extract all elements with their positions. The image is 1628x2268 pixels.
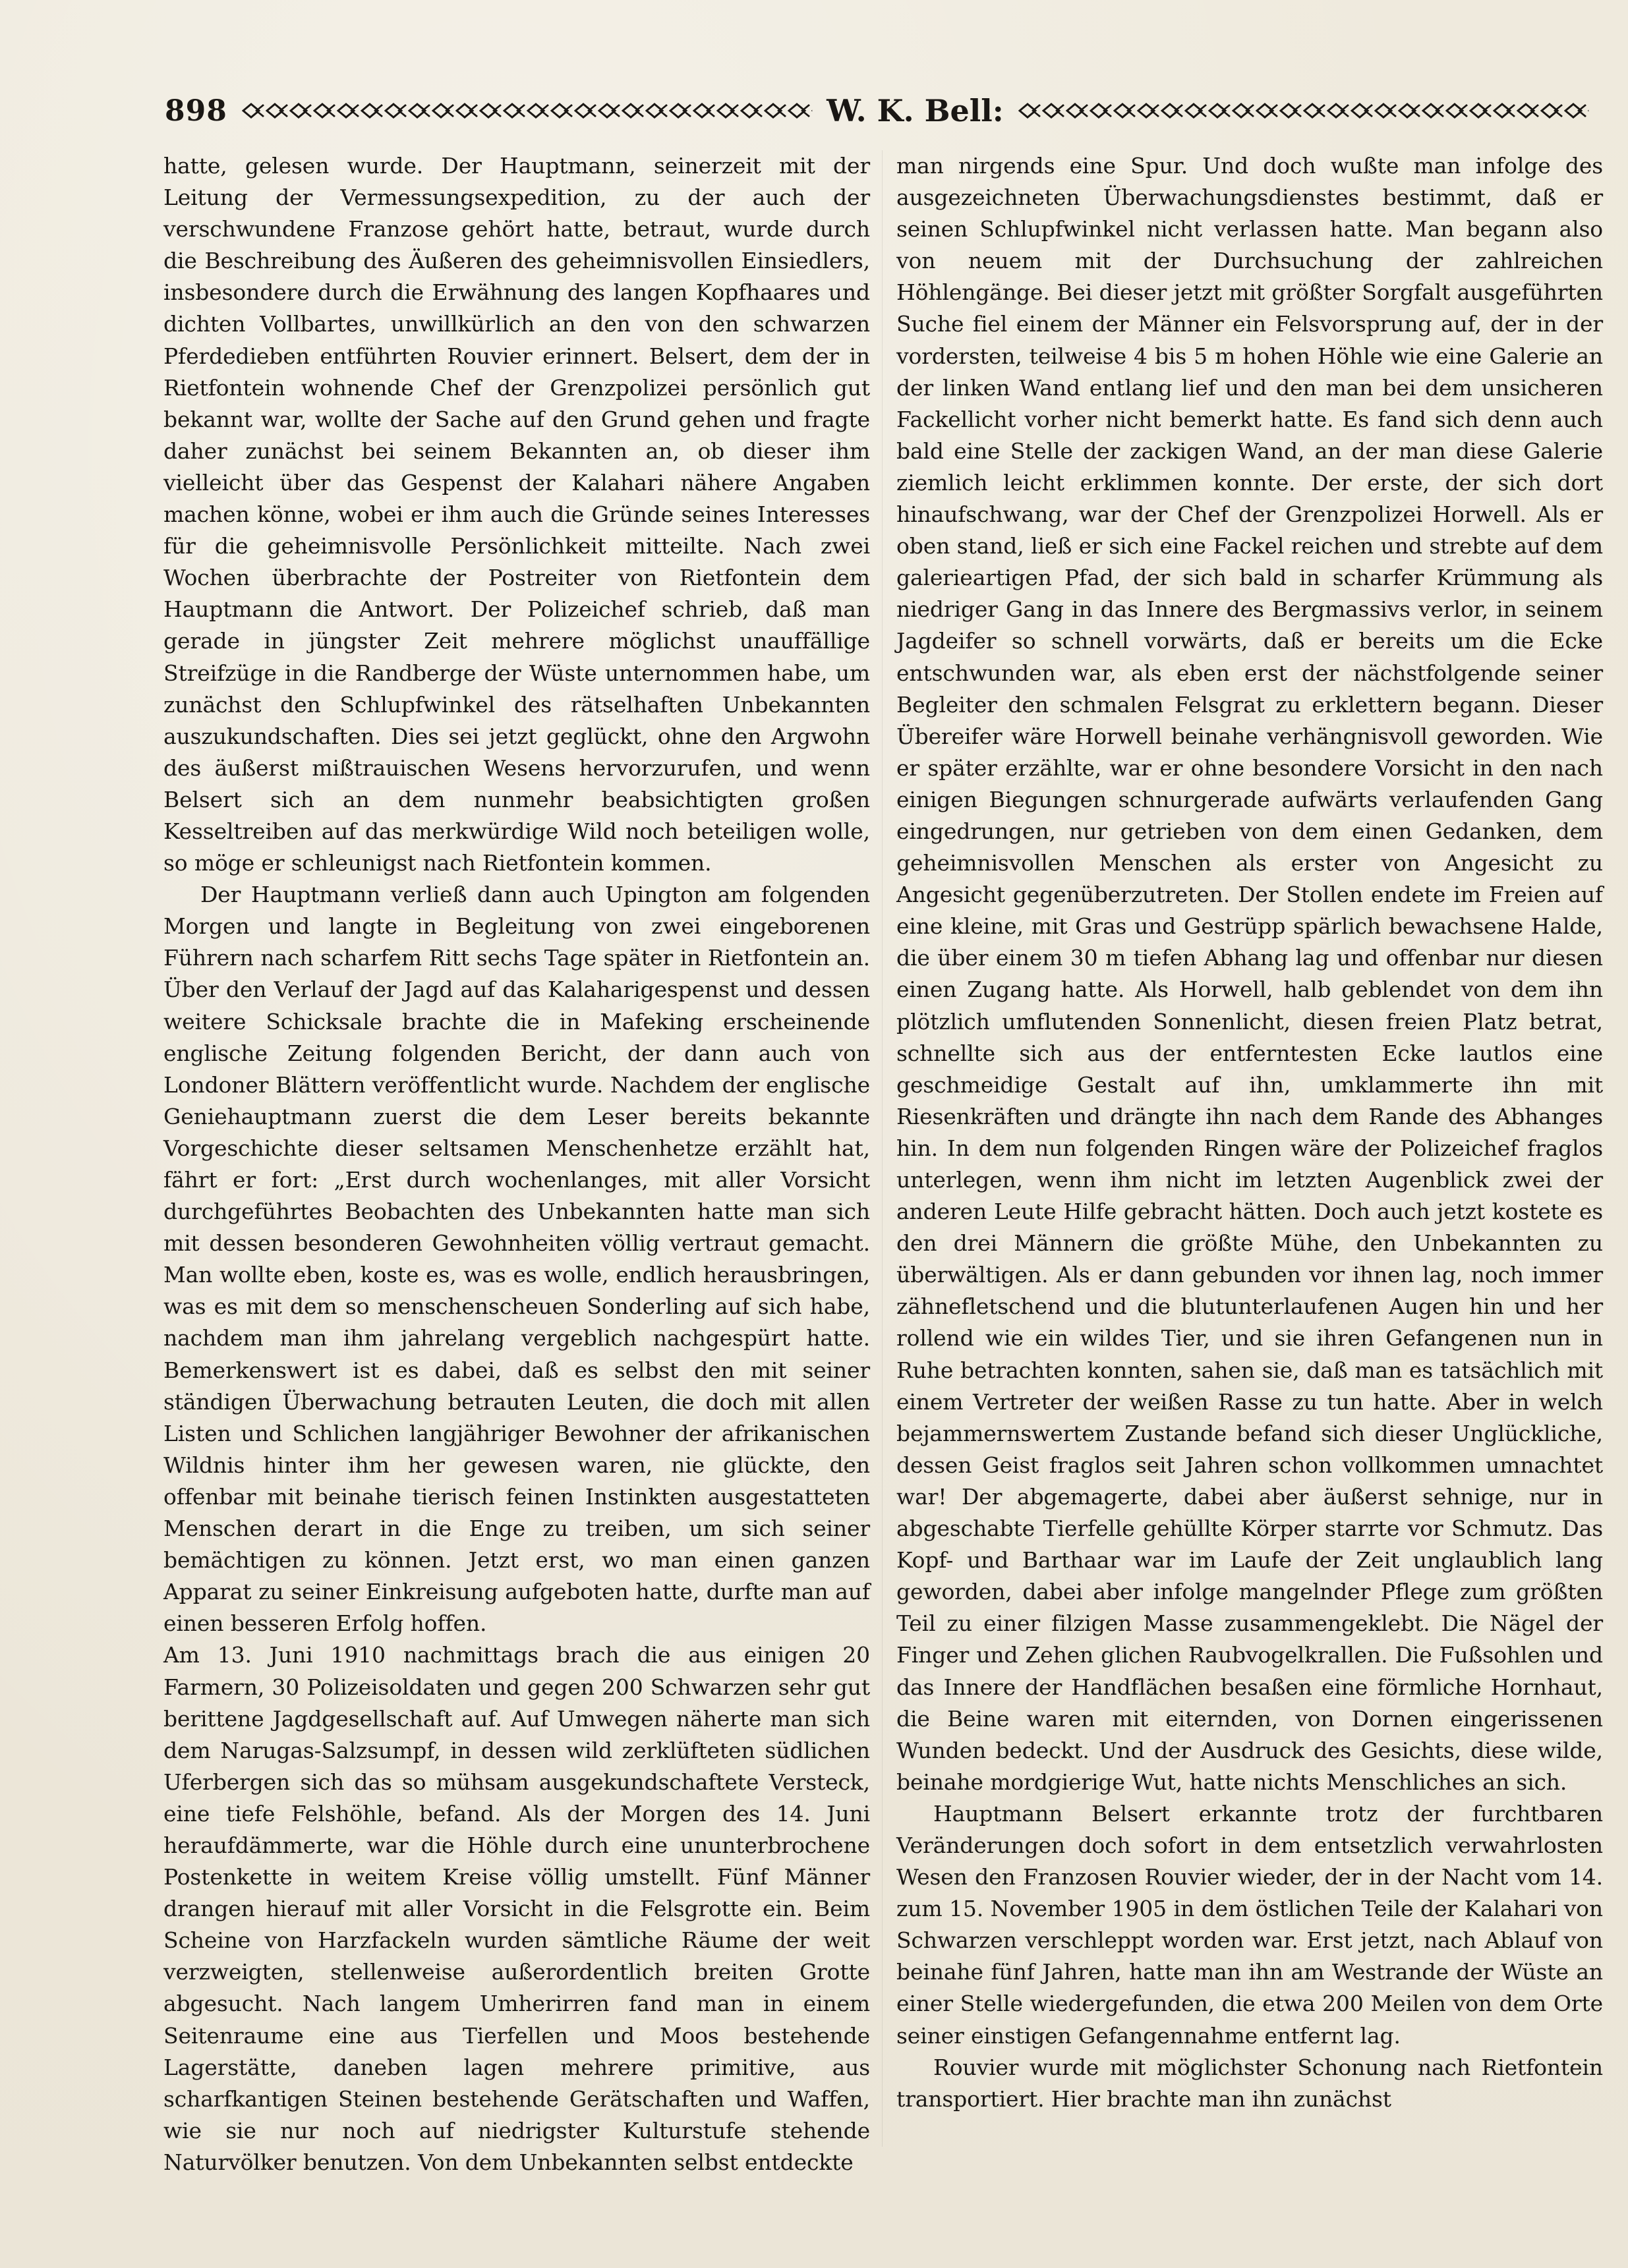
page-number: 898 <box>165 94 227 128</box>
running-head: W. K. Bell: <box>827 93 1004 128</box>
paragraph: Rouvier wurde mit möglichster Schonung nach Rietfontein transportiert. Hier brachte man ihn zunächst <box>896 2054 1603 2112</box>
right-column <box>896 150 1603 2160</box>
ornament-rule-right <box>1018 98 1588 124</box>
paragraph: Hauptmann Belsert erkannte trotz der furchtbaren Veränderungen doch sofort in dem entsetzlich verwahrlosten Wesen den Franzosen Rouvier wieder, der in der Nacht vom 14. zum 15. November 1905 in dem östlichen Teile der Kalahari von Schwarzen verschleppt worden war. Erst jetzt, nach Ablauf von beinahe fünf Jahren, hatte man ihn am Westrande der Wüste an einer Stelle wiedergefunden, die etwa 200 Meilen von dem Orte seiner einstigen Gefangennahme entfernt lag. <box>896 1800 1603 2049</box>
paragraph: Der Hauptmann verließ dann auch Upington am folgenden Morgen und langte in Begleitung von zwei eingeborenen Führern nach scharfem Ritt sechs Tage später in Rietfontein an. Über den Verlauf der Jagd auf das Kalaharigespenst und dessen weitere Schicksale brachte die in Mafeking erscheinende englische Zeitung folgenden Bericht, der dann auch von Londoner Blättern veröffentlicht wurde. Nachdem der englische Geniehauptmann zuerst die dem Leser bereits bekannte Vorgeschichte dieser seltsamen Menschenhetze erzählt hat, fährt er fort: „Erst durch wochenlanges, mit aller Vorsicht durchgeführtes Beobachten des Unbekannten hatte man sich mit dessen besonderen Gewohnheiten völlig vertraut gemacht. Man wollte eben, koste es, was es wolle, endlich herausbringen, was es mit dem so menschenscheuen Sonderling auf sich habe, nachdem man ihm jahrelang vergeblich nachgespürt hatte. Bemerkenswert ist es dabei, daß es selbst den mit seiner ständigen Überwachung betrauten Leuten, die doch mit allen Listen und Schlichen langjähriger Bewohner der afrikanischen Wildnis hinter ihm her gewesen waren, nie glückte, den offenbar mit beinahe tierisch feinen Instinkten ausgestatteten Menschen derart in die Enge zu treiben, um sich seiner bemächtigen zu können. Jetzt erst, wo man einen ganzen Apparat zu seiner Einkreisung aufgeboten hatte, durfte man auf einen besseren Erfolg hoffen. <box>163 882 870 1637</box>
ornament-rule-left <box>242 98 812 124</box>
paragraph: man nirgends eine Spur. Und doch wußte man infolge des ausgezeichneten Überwachungsdienstes bestimmt, daß er seinen Schlupfwinkel nicht verlassen hatte. Man begann also von neuem mit der Durchsuchung der zahlreichen Höhlengänge. Bei dieser jetzt mit größter Sorgfalt ausgeführten Suche fiel einem der Männer ein Felsvorsprung auf, der in der vordersten, teilweise 4 bis 5 m hohen Höhle wie eine Galerie an der linken Wand entlang lief und den man bei dem unsicheren Fackellicht vorher nicht bemerkt hatte. Es fand sich denn auch bald eine Stelle der zackigen Wand, an der man diese Galerie ziemlich leicht erklimmen konnte. Der erste, der sich dort hinaufschwang, war der Chef der Grenzpolizei Horwell. Als er oben stand, ließ er sich eine Fackel reichen und strebte auf dem galerieartigen Pfad, der sich bald in scharfer Krümmung als niedriger Gang in das Innere des Bergmassivs verlor, in seinem Jagdeifer so schnell vorwärts, daß er bereits um die Ecke entschwunden war, als eben erst der nächstfolgende seiner Begleiter den schmalen Felsgrat zu erklettern begann. Dieser Übereifer wäre Horwell beinahe verhängnisvoll geworden. Wie er später erzählte, war er ohne besondere Vorsicht in den nach einigen Biegungen schnurgerade aufwärts verlaufenden Gang eingedrungen, nur getrieben von dem einen Gedanken, dem geheimnisvollen Menschen als erster von Angesicht zu Angesicht gegenüberzutreten. Der Stollen endete im Freien auf eine kleine, mit Gras und Gestrüpp spärlich bewachsene Halde, die über einem 30 m tiefen Abhang lag und offenbar nur diesen einen Zugang hatte. Als Horwell, halb geblendet von dem ihn plötzlich umflutenden Sonnenlicht, diesen freien Platz betrat, schnellte sich aus der entferntesten Ecke lautlos eine geschmeidige Gestalt auf ihn, umklammerte ihn mit Riesenkräften und drängte ihn nach dem Rande des Abhanges hin. In dem nun folgenden Ringen wäre der Polizeichef fraglos unterlegen, wenn ihm nicht im letzten Augenblick zwei der anderen Leute Hilfe gebracht hätten. Doch auch jetzt kostete es den drei Männern die größte Mühe, den Unbekannten zu überwältigen. Als er dann gebunden vor ihnen lag, noch immer zähnefletschend und die blutunterlaufenen Augen hin und her rollend wie ein wildes Tier, und sie ihren Gefangenen nun in Ruhe betrachten konnten, sahen sie, daß man es tatsächlich mit einem Vertreter der weißen Rasse zu tun hatte. Aber in welch bejammernswertem Zustande befand sich dieser Unglückliche, dessen Geist fraglos seit Jahren schon vollkommen umnachtet war! Der abgemagerte, dabei aber äußerst sehnige, nur in abgeschabte Tierfelle gehüllte Körper starrte vor Schmutz. Das Kopf- und Barthaar war im Laufe der Zeit unglaublich lang geworden, dabei aber infolge mangelnder Pflege zum größten Teil zu einer filzigen Masse zusammengeklebt. Die Nägel der Finger und Zehen glichen Raubvogelkrallen. Die Fußsohlen und das Innere der Handflächen besaßen eine förmliche Hornhaut, die Beine waren mit eiternden, von Dornen eingerissenen Wunden bedeckt. Und der Ausdruck des Gesichts, diese wilde, beinahe mordgierige Wut, hatte nichts Menschliches an sich. <box>896 153 1603 1795</box>
ornament-left-svg <box>242 98 812 124</box>
left-column <box>163 150 870 2175</box>
page-header <box>165 84 1588 137</box>
ornament-right-svg <box>1018 98 1588 124</box>
column-divider <box>882 150 883 2147</box>
paragraph: Am 13. Juni 1910 nachmittags brach die aus einigen 20 Farmern, 30 Polizeisoldaten und gegen 200 Schwarzen sehr gut berittene Jagdgesellschaft auf. Auf Umwegen näherte man sich dem Narugas-Salzsumpf, in dessen wild zerklüfteten südlichen Uferbergen sich das so mühsam ausgekundschaftete Versteck, eine tiefe Felshöhle, befand. Als der Morgen des 14. Juni heraufdämmerte, war die Höhle durch eine ununterbrochene Postenkette in weitem Kreise völlig umstellt. Fünf Männer drangen hierauf mit aller Vorsicht in die Felsgrotte ein. Beim Scheine von Harzfackeln wurden sämtliche Räume der weit verzweigten, stellenweise außerordentlich breiten Grotte abgesucht. Nach langem Umherirren fand man in einem Seitenraume eine aus Tierfellen und Moos bestehende Lagerstätte, daneben lagen mehrere primitive, aus scharfkantigen Steinen bestehende Gerätschaften und Waffen, wie sie nur noch auf niedrigster Kulturstufe stehende Naturvölker benutzen. Von dem Unbekannten selbst entdeckte <box>163 1642 870 2175</box>
paragraph: hatte, gelesen wurde. Der Hauptmann, seinerzeit mit der Leitung der Vermessungsexpedition, zu der auch der verschwundene Franzose gehört hatte, betraut, wurde durch die Beschreibung des Äußeren des geheimnisvollen Einsiedlers, insbesondere durch die Erwähnung des langen Kopfhaares und dichten Vollbartes, unwillkürlich an den von den schwarzen Pferdedieben entführten Rouvier erinnert. Belsert, dem der in Rietfontein wohnende Chef der Grenzpolizei persönlich gut bekannt war, wollte der Sache auf den Grund gehen und fragte daher zunächst bei seinem Bekannten an, ob dieser ihm vielleicht über das Gespenst der Kalahari nähere Angaben machen könne, wobei er ihm auch die Gründe seines Interesses für die geheimnisvolle Persönlichkeit mitteilte. Nach zwei Wochen überbrachte der Postreiter von Rietfontein dem Hauptmann die Antwort. Der Polizeichef schrieb, daß man gerade in jüngster Zeit mehrere möglichst unauffällige Streifzüge in die Randberge der Wüste unternommen habe, um zunächst den Schlupfwinkel des rätselhaften Unbekannten auszukundschaften. Dies sei jetzt geglückt, ohne den Argwohn des äußerst mißtrauischen Wesens hervorzurufen, und wenn Belsert sich an dem nunmehr beabsichtigten großen Kesseltreiben auf das merkwürdige Wild noch beteiligen wolle, so möge er schleunigst nach Rietfontein kommen. <box>163 153 870 876</box>
